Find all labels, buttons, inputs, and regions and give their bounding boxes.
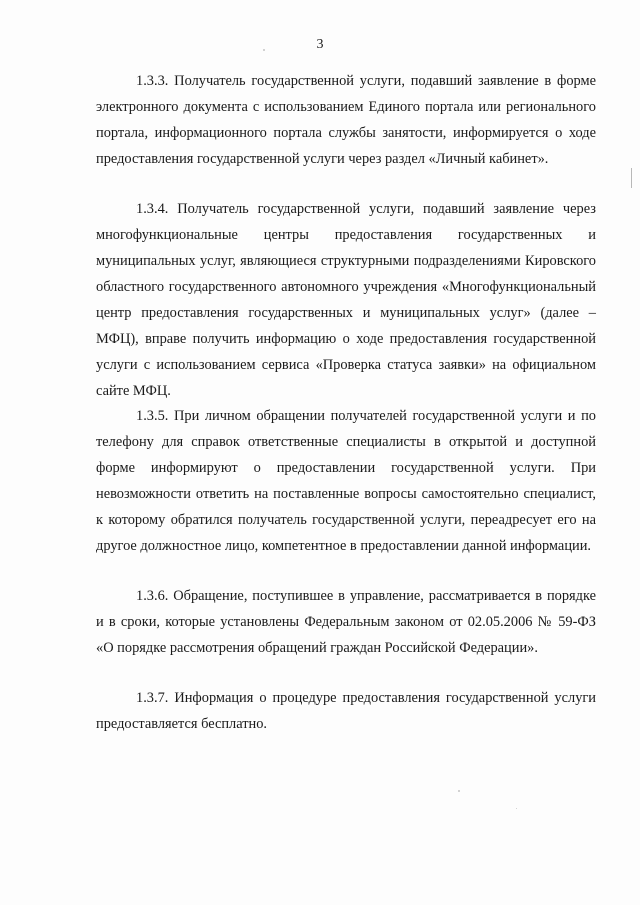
scan-speck	[263, 49, 265, 51]
paragraph-1-3-4	[96, 196, 596, 404]
scan-margin-mark	[631, 168, 632, 188]
page-number: 3	[316, 37, 324, 52]
paragraph-text: 1.3.5. При личном обращении получателей государственной услуги и по телефону для справок ответственные специалисты в открытой и доступной форме информируют о предоставлении государственной услуги. При невозможности ответить на поставленные вопросы самостоятельно специалист, к которому обратился получатель государственной услуги, переадресует его на другое должностное лицо, компетентное в предоставлении данной информации.	[96, 408, 596, 554]
paragraph-text: 1.3.6. Обращение, поступившее в управление, рассматривается в порядке и в сроки, которые установлены Федеральным законом от 02.05.2006 № 59-ФЗ «О порядке рассмотрения обращений граждан Российской Федерации».	[96, 588, 596, 656]
paragraph-text: 1.3.3. Получатель государственной услуги, подавший заявление в форме электронного документа с использованием Единого портала или регионального портала, информационного портала службы занятости, информируется о ходе предоставления государственной услуги через раздел «Личный кабинет».	[96, 73, 596, 167]
paragraph-1-3-6	[96, 583, 596, 661]
paragraph-text: 1.3.4. Получатель государственной услуги, подавший заявление через многофункциональные центры предоставления государственных и муниципальных услуг, являющиеся структурными подразделениями Кировского областного государственного автономного учреждения «Многофункциональный центр предоставления государственных и муниципальных услуг» (далее – МФЦ), вправе получить информацию о ходе предоставления государственной услуги с использованием сервиса «Проверка статуса заявки» на официальном сайте МФЦ.	[96, 201, 596, 399]
paragraph-1-3-5	[96, 403, 596, 559]
scan-speck	[458, 790, 460, 792]
scan-speck	[516, 808, 517, 809]
paragraph-text: 1.3.7. Информация о процедуре предоставления государственной услуги предоставляется бесплатно.	[96, 690, 596, 732]
paragraph-1-3-3	[96, 68, 596, 172]
paragraph-1-3-7	[96, 685, 596, 737]
